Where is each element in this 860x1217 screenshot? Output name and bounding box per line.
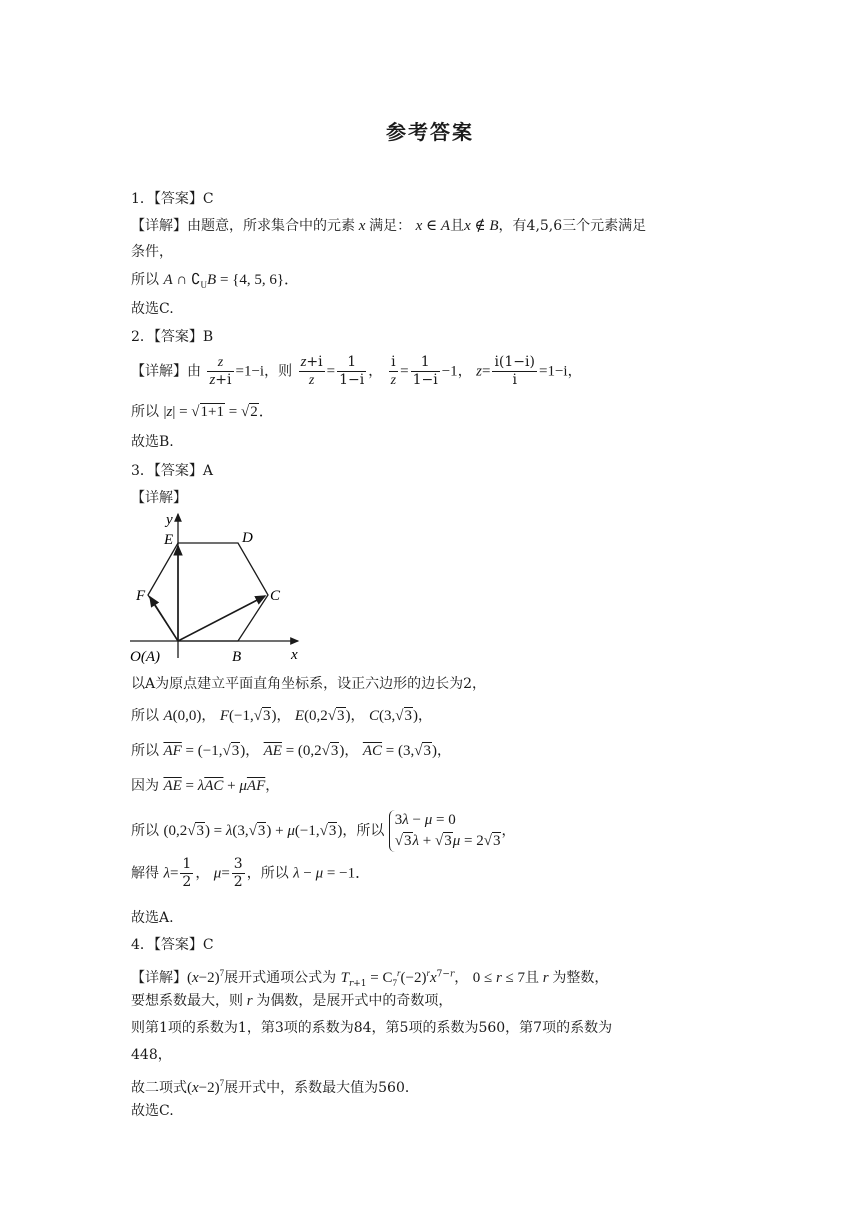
label-y: y [166, 512, 173, 528]
label-f: F [136, 588, 146, 604]
q4-detail: 【详解】$(x-2)^7$展开式通项公式为 $T_{r+1} = C_7^r(-2)^rx^{7-r}$， 0 ≤ r ≤ 7且 r 为整数， [131, 968, 609, 989]
page-title: 参考答案 [386, 120, 474, 144]
label-e: E [164, 532, 174, 548]
label-b: B [232, 649, 242, 665]
q3-relation: 因为 $\overline{AE} = \lambda\overline{AC} + \mu\overline{AF}$， [131, 778, 280, 794]
q3-setup: 以A为原点建立平面直角坐标系，设正六边形的边长为2， [131, 676, 487, 692]
q2-choice: 故选B. [131, 434, 174, 450]
q4-answer: 4．【答案】C [131, 937, 214, 953]
q1-result: 所以 A ∩ $∁_UB = \{4$, 5, 6}． [131, 272, 300, 290]
q4-choice: 故选C. [131, 1103, 174, 1119]
q3-solution: 解得 λ= $\frac{1}{2}$ ， μ= $\frac{3}{2}$ ，所以 λ − μ = −1． [131, 856, 371, 890]
vector-af [150, 597, 178, 641]
q1-detail-cont: 条件， [131, 244, 173, 260]
q2-detail: 【详解】由 $\frac{z}{z+i}$ =1−i，则 $\frac{z+i}{z}$ = $\frac{1}{1-i}$ ， $\frac{i}{z}$ = $\frac{1}{1-i}$ −1， z= $\frac{i(1-i)}{i}$ =1−i， [131, 354, 582, 388]
q4-parity: 要想系数最大，则 r 为偶数，是展开式中的奇数项， [131, 993, 453, 1009]
q1-choice: 故选C. [131, 301, 174, 317]
label-d: D [242, 530, 253, 546]
q3-system: 所以 (0,2√3) = λ(3,√3) + μ(−1,√3)，所以 3λ − μ = 0 √3λ + √3μ = 2√3， [131, 810, 515, 852]
q3-choice: 故选A. [131, 910, 174, 926]
q1-detail: 【详解】由题意，所求集合中的元素 x 满足： x ∈ A且x ∉ B，有4,5,6三个元素满足 [131, 218, 647, 234]
q3-answer: 3．【答案】A [131, 463, 214, 479]
label-o: O(A) [130, 649, 160, 665]
q4-coefficients-cont: 448， [131, 1047, 172, 1063]
label-c: C [270, 588, 281, 604]
hexagon-figure [128, 508, 308, 668]
q2-answer: 2．【答案】B [131, 329, 214, 345]
q2-result: 所以 |z| = √1+1 = √2． [131, 404, 274, 420]
label-x: x [291, 647, 298, 663]
q3-vectors: 所以 $\overline{AF} = (-1,√3)$， $\overline{AE} = (0,2√3)$， $\overline{AC} = (3,√3)$， [131, 743, 451, 759]
q4-coefficients: 则第1项的系数为1，第3项的系数为84，第5项的系数为560，第7项的系数为 [131, 1020, 613, 1036]
q4-conclusion: 故二项式$(x-2)^7$展开式中，系数最大值为560． [131, 1078, 419, 1096]
q1-answer: 1．【答案】C [131, 191, 214, 207]
q3-coordinates: 所以 A(0,0)， F(−1,√3)， E(0,2√3)， C(3,√3)， [131, 708, 432, 724]
q3-detail: 【详解】 [131, 490, 187, 506]
